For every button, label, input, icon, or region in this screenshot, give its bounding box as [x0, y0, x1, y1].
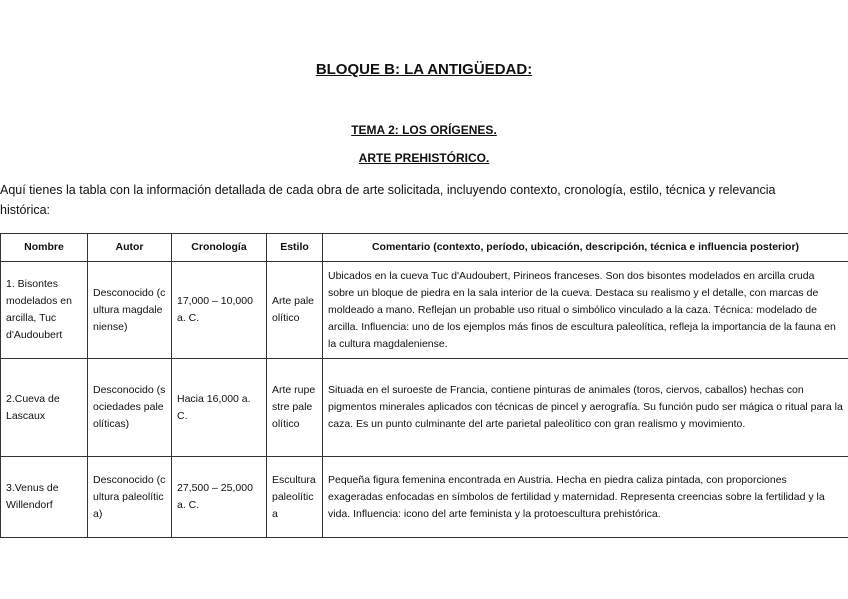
section-subtitle: ARTE PREHISTÓRICO.	[358, 151, 490, 165]
cell-comentario: Ubicados en la cueva Tuc d'Audoubert, Pirineos franceses. Son dos bisontes modelados en arcilla cruda sobre un bloque de piedra en la sala interior de la cueva. Destaca su realismo y el detalle, con marcas de moldeado a mano. Reflejan un probable uso ritual o simbólico vinculado a la caza. Técnica: modelado de arcilla. Influencia: uno de los ejemplos más finos de escultura paleolítica, refleja la importancia de la fauna en la cultura magdaleniense.	[323, 262, 848, 359]
cell-nombre: 3.Venus de Willendorf	[1, 457, 88, 538]
cell-cronologia: 27,500 – 25,000 a. C.	[172, 457, 267, 538]
cell-comentario: Situada en el suroeste de Francia, contiene pinturas de animales (toros, ciervos, caballos) hechas con pigmentos minerales aplicados con técnicas de pincel y aerografía. Su función pudo ser mágica o ritual para la caza. Es un punto culminante del arte parietal paleolítico con gran realismo y movimiento.	[323, 359, 848, 457]
header-autor: Autor	[88, 234, 172, 262]
document-title: BLOQUE B: LA ANTIGÜEDAD:	[315, 61, 533, 78]
tema-heading: TEMA 2: LOS ORÍGENES.	[351, 123, 497, 137]
header-comentario: Comentario (contexto, período, ubicación, descripción, técnica e influencia posterior)	[323, 234, 848, 262]
table-row	[1, 262, 848, 359]
cell-autor: Desconocido (sociedades paleolíticas)	[88, 359, 172, 457]
cell-nombre: 2.Cueva de Lascaux	[1, 359, 88, 457]
header-estilo: Estilo	[267, 234, 323, 262]
cell-comentario: Pequeña figura femenina encontrada en Austria. Hecha en piedra caliza pintada, con proporciones exageradas enfocadas en símbolos de fertilidad y maternidad. Representa creencias sobre la fertilidad y la vida. Influencia: icono del arte feminista y la protoescultura prehistórica.	[323, 457, 848, 538]
cell-nombre: 1. Bisontes modelados en arcilla, Tuc d'Audoubert	[1, 262, 88, 359]
cell-cronologia: 17,000 – 10,000 a. C.	[172, 262, 267, 359]
cell-autor: Desconocido (cultura paleolítica)	[88, 457, 172, 538]
table-header-row	[1, 234, 848, 262]
intro-paragraph: Aquí tienes la tabla con la información detallada de cada obra de arte solicitada, incluyendo contexto, cronología, estilo, técnica y relevancia histórica:	[0, 183, 776, 217]
cell-cronologia: Hacia 16,000 a. C.	[172, 359, 267, 457]
table-row	[1, 359, 848, 457]
artworks-table	[0, 233, 848, 538]
header-nombre: Nombre	[1, 234, 88, 262]
cell-estilo: Arte paleolítico	[267, 262, 323, 359]
header-cronologia: Cronología	[172, 234, 267, 262]
table-row	[1, 457, 848, 538]
cell-estilo: Arte rupestre paleolítico	[267, 359, 323, 457]
cell-autor: Desconocido (cultura magdaleniense)	[88, 262, 172, 359]
cell-estilo: Escultura paleolítica	[267, 457, 323, 538]
